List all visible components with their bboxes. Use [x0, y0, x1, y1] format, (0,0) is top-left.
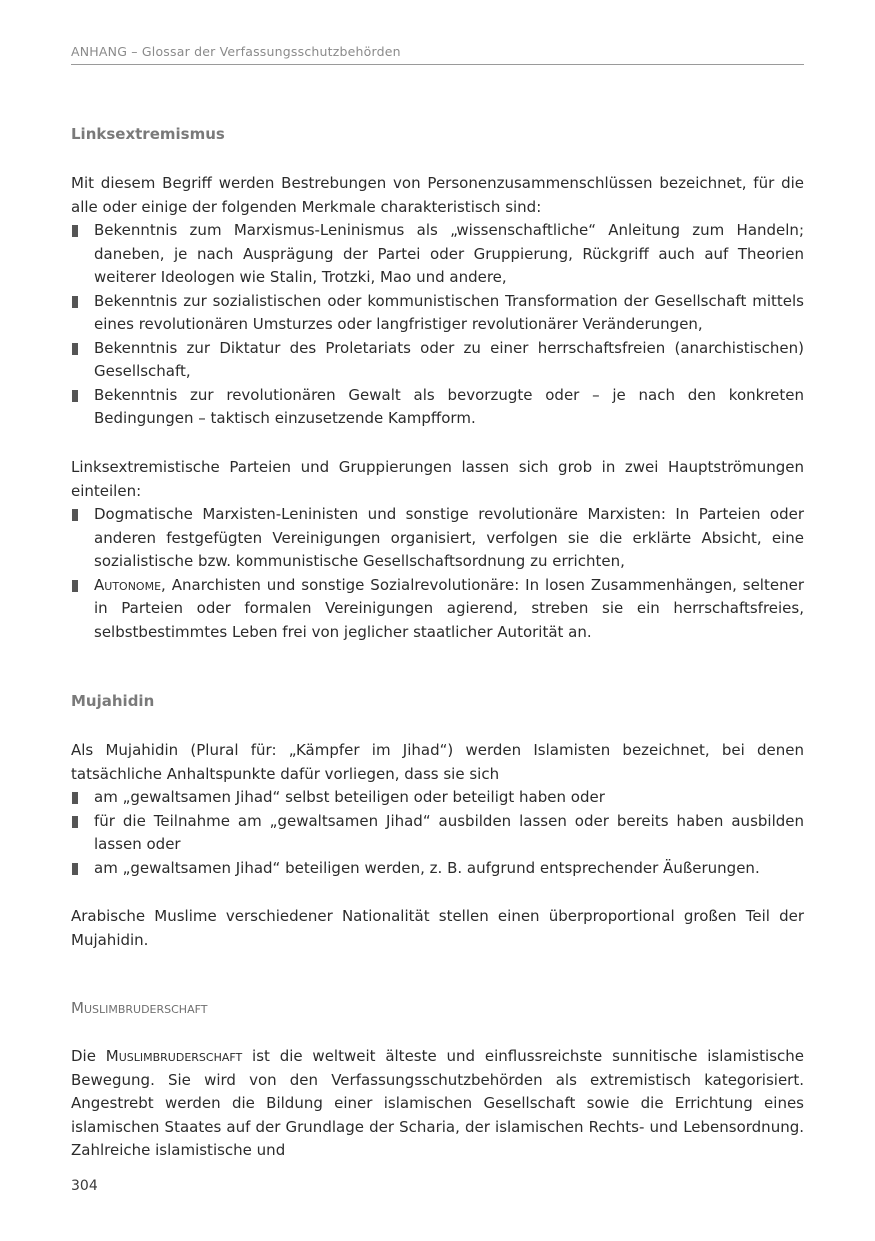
bullet-marker-icon: [72, 225, 78, 237]
glossary-term: Muslimbruderschaft: [105, 1047, 243, 1065]
bullet-marker-icon: [72, 863, 78, 875]
list-item: Dogmatische Marxisten-Leninisten und sonstige revolutionäre Marxisten: In Parteien oder anderen festgefügten Vereinigungen organisiert, verfolgen sie die erklärte Absicht, eine sozialistische bzw. kommunistische Gesellschaftsordnung zu errichten,: [71, 503, 804, 574]
linksextremismus-intro: Mit diesem Begriff werden Bestrebungen von Personenzusammenschlüssen bezeichnet, für die alle oder einige der folgenden Merkmale charakteristisch sind:: [71, 174, 804, 216]
linksextremismus-paragraph-2: Linksextremistische Parteien und Gruppierungen lassen sich grob in zwei Hauptströmungen einteilen:: [71, 458, 804, 500]
heading-mujahidin: Mujahidin: [71, 692, 155, 710]
list-item: Bekenntnis zum Marxismus-Leninismus als „wissenschaftliche“ Anleitung zum Handeln; daneben, je nach Ausprägung der Partei oder Gruppierung, Rückgriff auch auf Theorien weiterer Ideologen wie Stalin, Trotzki, Mao und andere,: [71, 219, 804, 290]
mujahidin-list: [71, 786, 804, 880]
running-header: ANHANG – Glossar der Verfassungsschutzbehörden: [71, 44, 804, 65]
bullet-marker-icon: [72, 580, 78, 592]
list-item: am „gewaltsamen Jihad“ beteiligen werden, z. B. aufgrund entsprechender Äußerungen.: [71, 857, 804, 881]
mujahidin-paragraph-2: Arabische Muslime verschiedener Nationalität stellen einen überproportional großen Teil der Mujahidin.: [71, 907, 804, 949]
list-item: Autonome, Anarchisten und sonstige Sozialrevolutionäre: In losen Zusammenhängen, seltener in Parteien oder formalen Vereinigungen agierend, streben sie ein herrschaftsfreies, selbstbestimmtes Leben frei von jeglicher staatlicher Autorität an.: [71, 574, 804, 645]
bullet-marker-icon: [72, 343, 78, 355]
heading-linksextremismus: Linksextremismus: [71, 125, 225, 143]
linksextremismus-feature-list: [71, 219, 804, 431]
bullet-marker-icon: [72, 296, 78, 308]
bullet-marker-icon: [72, 792, 78, 804]
muslimbruderschaft-paragraph: Die Muslimbruderschaft ist die weltweit älteste und einflussreichste sunnitische islamistische Bewegung. Sie wird von den Verfassungsschutzbehörden als extremistisch kategorisiert. Angestrebt werden die Bildung einer islamischen Gesellschaft sowie die Errichtung eines islamischen Staates auf der Grundlage der Scharia, der islamischen Rechts- und Lebensordnung. Zahlreiche islamistische und: [71, 1047, 805, 1159]
list-item: am „gewaltsamen Jihad“ selbst beteiligen oder beteiligt haben oder: [71, 786, 804, 810]
heading-muslimbruderschaft: Muslimbruderschaft: [71, 999, 208, 1017]
list-item: Bekenntnis zur revolutionären Gewalt als bevorzugte oder – je nach den konkreten Bedingungen – taktisch einzusetzende Kampfform.: [71, 384, 804, 431]
list-item: Bekenntnis zur Diktatur des Proletariats oder zu einer herrschaftsfreien (anarchistischen) Gesellschaft,: [71, 337, 804, 384]
bullet-marker-icon: [72, 509, 78, 521]
mujahidin-intro: Als Mujahidin (Plural für: „Kämpfer im Jihad“) werden Islamisten bezeichnet, bei denen tatsächliche Anhaltspunkte dafür vorliegen, dass sie sich: [71, 741, 804, 783]
list-item: für die Teilnahme am „gewaltsamen Jihad“ ausbilden lassen oder bereits haben ausbilden lassen oder: [71, 810, 804, 857]
list-item: Bekenntnis zur sozialistischen oder kommunistischen Transformation der Gesellschaft mittels eines revolutionären Umsturzes oder langfristiger revolutionärer Veränderungen,: [71, 290, 804, 337]
linksextremismus-stream-list: [71, 503, 804, 644]
glossary-term: Autonome: [94, 575, 162, 594]
bullet-marker-icon: [72, 816, 78, 828]
bullet-marker-icon: [72, 390, 78, 402]
page-number: 304: [71, 1178, 98, 1194]
